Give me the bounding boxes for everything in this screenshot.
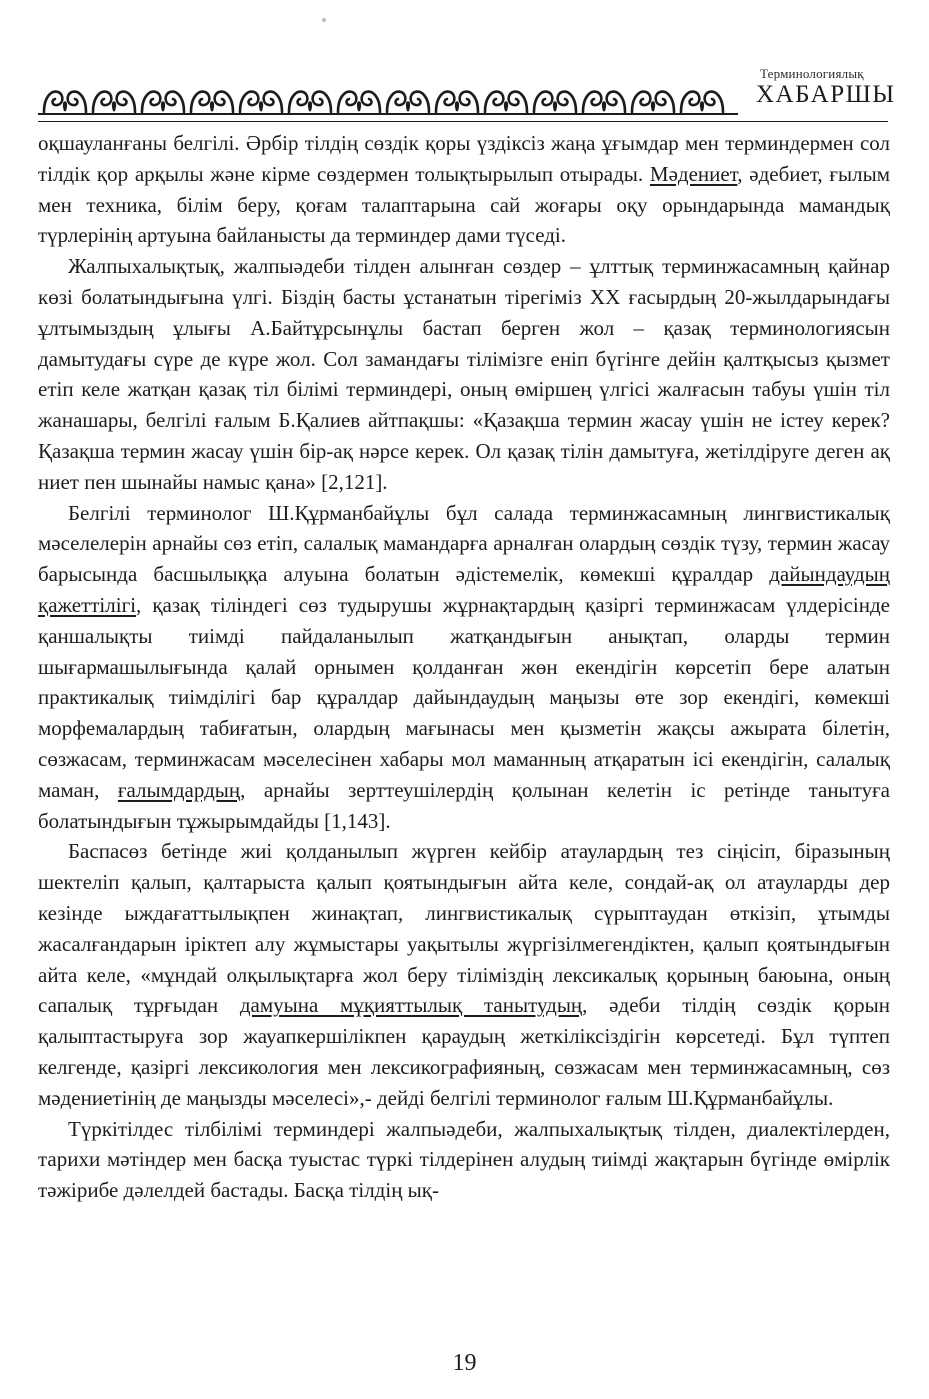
text-run: , әдебиет, ғылым мен техника, білім беру, қоғам талаптарына сай жоғары оқу орындарында мамандық түрлерінің артуына байланысты да терминдер дами түседі. [38, 161, 890, 248]
kazakh-ornament-icon [38, 74, 738, 118]
paragraph [38, 1114, 890, 1206]
journal-title-block [752, 66, 896, 108]
text-run: , қазақ тіліндегі сөз тудырушы жұрнақтардың қазіргі терминжасам үлдерісінде қаншалықты тиімді пайдаланылып жатқандығын анықтап, оларды термин шығармашылығында қалай орнымен қолданған жөн екендігін көрсетіп бере алатын практикалық тиімділігі бар құралдар дайындаудың маңызы өте зор екендігі, көмекші морфемалардың табиғатын, олардың мағынасы мен қызметін жақсы ажырата білетін, сөзжасам, терминжасам мәселесінен хабары мол маманның атқаратын ісі екендігін, салалық маман, [38, 592, 890, 802]
journal-subtitle: Терминологиялық [760, 66, 864, 81]
text-run: , әдеби тілдің сөздік қорын қалыптастыруға зор жауапкершілікпен қараудың жеткіліксіздігін көрсетеді. Бұл түптеп келгенде, қазіргі лексикология мен лексикографияның, сөзжасам мен терминжасамның, сөз мәдениетінің де маңызды мәселесі»,- дейді белгілі терминолог ғалым Ш.Құрманбайұлы. [38, 993, 890, 1110]
underlined-text: ғалымдардың [117, 777, 241, 802]
paragraph [38, 128, 890, 251]
scan-speck [322, 18, 326, 22]
header-rule [38, 121, 888, 122]
text-run: Баспасөз бетінде жиі қолданылып жүрген кейбір атаулардың тез сіңісіп, біразының шектеліп қалып, қалтарыста қалып қоятындығын айта келе, сондай-ақ ол атауларды дер кезінде ыждағаттылықпен жинақтап, лингвистикалық сүрыптаудан өткізіп, ұтымды жасалғандарын іріктеп алу жұмыстары уақытылы жүргізілмегендіктен, қалып қоятындығын айта келе, «мұндай олқылықтарға жол беру тіліміздің лексикалық қорының баюына, оның сапалық тұрғыдан [38, 839, 890, 1018]
journal-title: ХАБАРШЫ [756, 81, 896, 108]
body-text [38, 128, 890, 1206]
text-run: Белгілі терминолог Ш.Құрманбайұлы бұл салада терминжасамның лингвистикалық мәселелерін арнайы сөз етіп, салалық мамандарға арналған олардың сөздік түзу, термин жасау барысында басшылыққа алуына болатын әдістемелік, көмекші құралдар [38, 500, 890, 587]
page-header [38, 64, 896, 122]
underlined-text: Мәдениет [649, 161, 738, 186]
text-run: Түркітілдес тілбілімі терминдері жалпыәдеби, жалпыхалықтық тілден, диалектілерден, тарихи мәтіндер мен басқа туыстас түркі тілдерінен алудың тиімді жақтарын бүгінде өмірлік тәжірибе дәлелдей бастады. Басқа тілдің ық- [38, 1116, 890, 1203]
page-number: 19 [452, 1350, 477, 1376]
paragraph [38, 836, 890, 1113]
paragraph [38, 498, 890, 837]
underlined-text: дамуына мұқияттылық танытудың [239, 993, 583, 1018]
paragraph [38, 251, 890, 497]
text-run: оқшауланғаны белгілі. Әрбір тілдің сөздік қоры үздіксіз жаңа ұғымдар мен терминдермен сол тілдік қор арқылы және кірме сөздермен толықтырылып отырады. [38, 131, 890, 186]
text-run: , арнайы зерттеушілердің қолынан келетін іс ретінде танытуға болатындығын тұжырымдайды [1,143]. [38, 777, 891, 833]
underlined-text: дайындаудың қажеттілігі [38, 562, 890, 617]
text-run: Жалпыхалықтық, жалпыәдеби тілден алынған сөздер – ұлттық терминжасамның қайнар көзі болатындығына үлгі. Біздің басты ұстанатын тірегіміз XX ғасырдың 20-жылдарындағы ұлтымыздың ұлығы А.Байтұрсынұлы бастап берген жол – қазақ терминологиясын дамытудағы сүре де күре жол. Сол замандағы тілімізге еніп бүгінге дейін қалтқысыз қызмет етіп келе жатқан қазақ тіл білімі терминдері, оның өміршең үлгісі жалғасын табуы үшін тіл жанашары, белгілі ғалым Б.Қалиев айтпақшы: «Қазақша термин жасау үшін не істеу керек? Қазақша термин жасау үшін бір-ақ нәрсе керек. Ол қазақ тілін дамытуға, жетілдіруге деген ақ ниет пен шынайы намыс қана» [2,121]. [38, 254, 890, 494]
